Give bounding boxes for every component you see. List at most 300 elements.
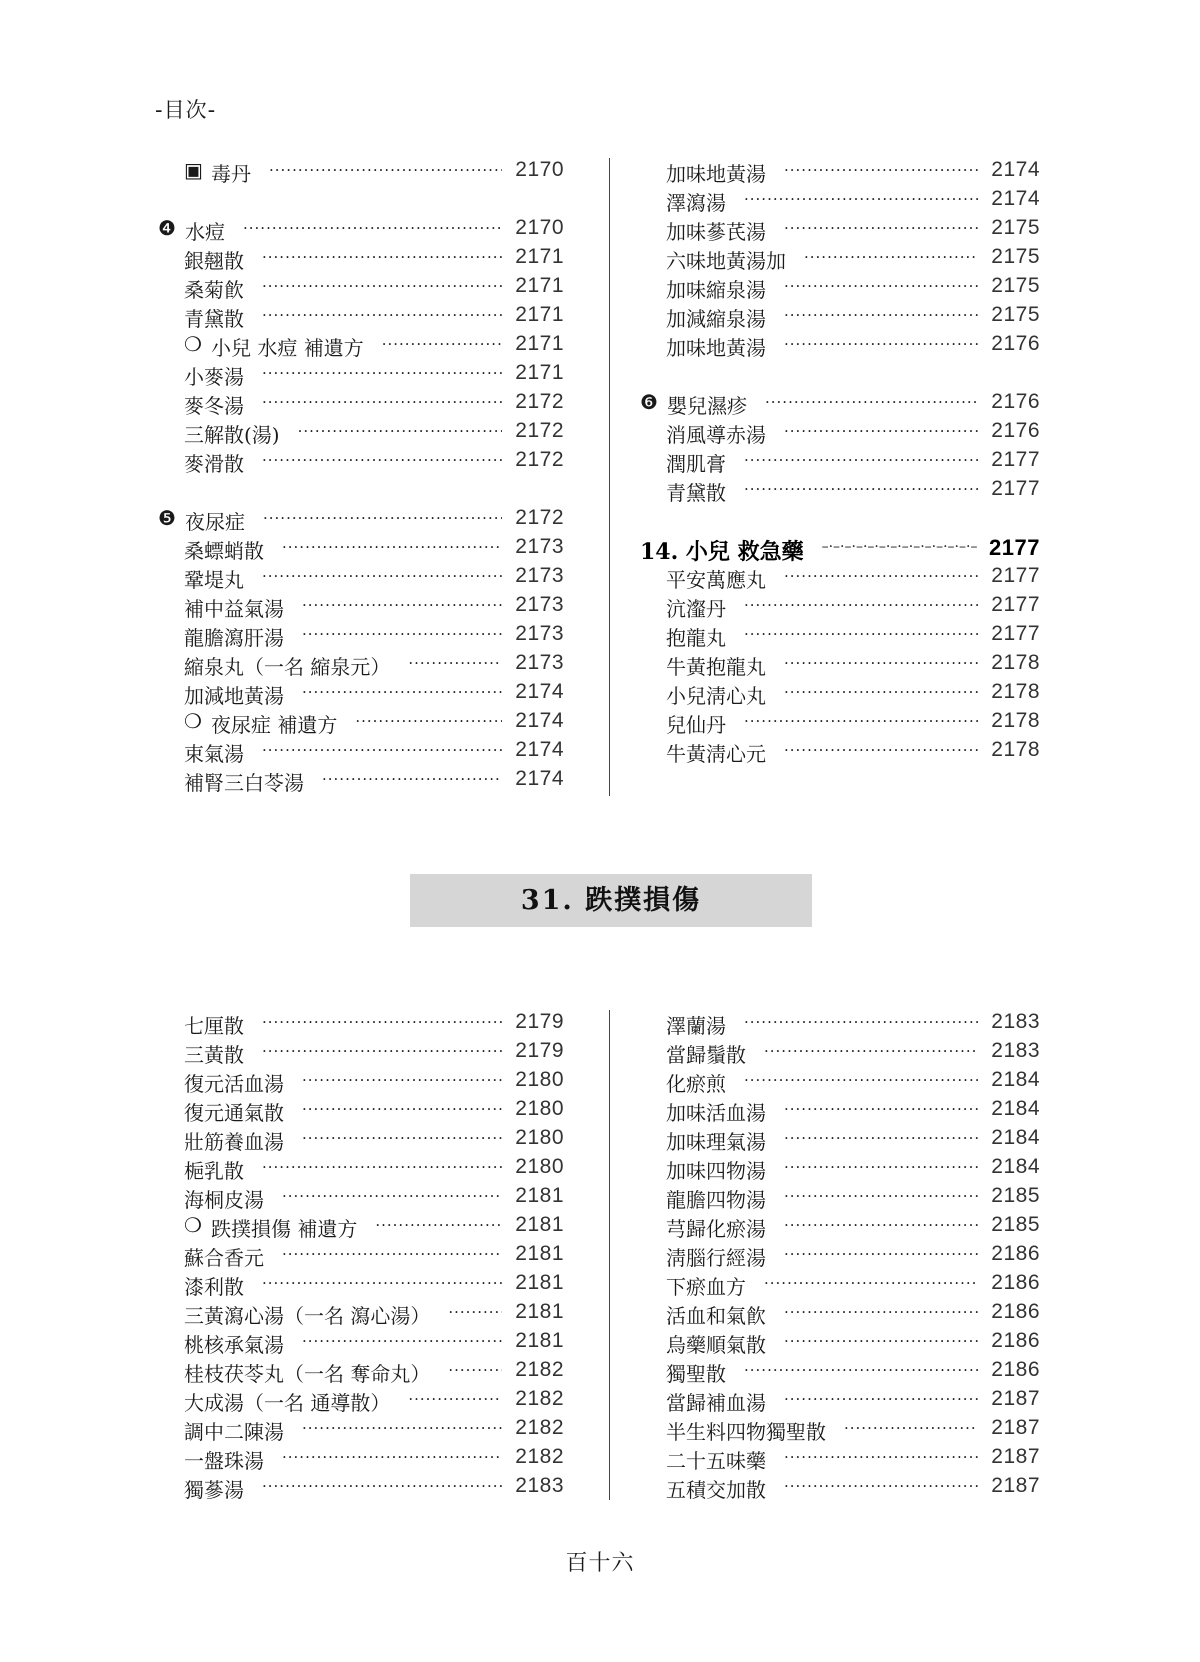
toc-entry-title: 麥滑散 bbox=[184, 452, 244, 476]
toc-page-number: 2173 bbox=[515, 651, 564, 674]
dot-leader bbox=[784, 564, 978, 588]
dot-leader bbox=[784, 158, 978, 182]
dot-leader bbox=[322, 767, 502, 791]
toc-column-top-left bbox=[158, 154, 564, 795]
toc-entry bbox=[640, 241, 1040, 273]
toc-entry bbox=[158, 1412, 564, 1444]
toc-entry bbox=[158, 1006, 564, 1038]
toc-page-number: 2186 bbox=[991, 1329, 1040, 1352]
dot-leader bbox=[744, 593, 978, 617]
toc-entry-title: 一盤珠湯 bbox=[184, 1449, 264, 1473]
toc-entry bbox=[158, 734, 564, 766]
toc-entry-title: 獨聖散 bbox=[666, 1362, 726, 1386]
toc-entry-title: 補腎三白苓湯 bbox=[184, 771, 304, 795]
toc-entry bbox=[158, 212, 564, 244]
toc-page-number: 2180 bbox=[515, 1097, 564, 1120]
dot-leader bbox=[784, 1329, 978, 1353]
toc-page-number: 2181 bbox=[515, 1300, 564, 1323]
page-number: 百十六 bbox=[565, 1551, 635, 1576]
toc-page-number: 2175 bbox=[991, 274, 1040, 297]
toc-entry-title: 加味活血湯 bbox=[666, 1101, 766, 1125]
dot-leader bbox=[784, 1155, 978, 1179]
dot-leader bbox=[408, 1387, 502, 1411]
toc-spacer bbox=[640, 357, 1040, 386]
toc-page-number: 2184 bbox=[991, 1155, 1040, 1178]
toc-entry bbox=[158, 1209, 564, 1241]
toc-entry bbox=[640, 154, 1040, 186]
toc-entry-title: 漆利散 bbox=[184, 1275, 244, 1299]
dot-leader bbox=[282, 1184, 502, 1208]
dot-leader bbox=[408, 651, 502, 675]
toc-page-number: 2184 bbox=[991, 1097, 1040, 1120]
toc-page-number: 2173 bbox=[515, 564, 564, 587]
dot-leader bbox=[298, 419, 502, 443]
toc-section-heading bbox=[640, 531, 1040, 565]
toc-entry-title: 化瘀煎 bbox=[666, 1072, 726, 1096]
toc-entry-title: 三黃散 bbox=[184, 1043, 244, 1067]
toc-entry-title: 復元活血湯 bbox=[184, 1072, 284, 1096]
toc-entry bbox=[158, 1383, 564, 1415]
toc-entry bbox=[640, 647, 1040, 679]
toc-entry-title: 牛黃淸心元 bbox=[666, 742, 766, 766]
toc-entry-title: 牛黃抱龍丸 bbox=[666, 655, 766, 679]
toc-page-number: 2173 bbox=[515, 535, 564, 558]
toc-entry-title: 水痘 bbox=[185, 220, 225, 244]
toc-entry bbox=[158, 502, 564, 534]
toc-entry-title: 活血和氣飮 bbox=[666, 1304, 766, 1328]
dot-leader bbox=[784, 651, 978, 675]
toc-entry-title: 小兒淸心丸 bbox=[666, 684, 766, 708]
toc-bullet-icon: ▣ bbox=[184, 158, 203, 182]
toc-entry bbox=[640, 1151, 1040, 1183]
toc-page-number: 2187 bbox=[991, 1387, 1040, 1410]
toc-page-number: 2187 bbox=[991, 1416, 1040, 1439]
toc-page-number: 2174 bbox=[991, 187, 1040, 210]
toc-entry bbox=[158, 299, 564, 331]
toc-page-number: 2181 bbox=[515, 1329, 564, 1352]
dot-leader bbox=[262, 361, 502, 385]
dot-leader bbox=[744, 1010, 978, 1034]
dot-leader bbox=[744, 1068, 978, 1092]
toc-entry-title: 補中益氣湯 bbox=[184, 597, 284, 621]
dot-leader bbox=[302, 1416, 502, 1440]
dot-leader bbox=[448, 1300, 502, 1324]
dot-leader bbox=[784, 1184, 978, 1208]
toc-entry bbox=[158, 705, 564, 737]
toc-page-number: 2182 bbox=[515, 1387, 564, 1410]
dot-leader bbox=[382, 332, 502, 356]
toc-entry bbox=[158, 1180, 564, 1212]
toc-page-number: 2186 bbox=[991, 1358, 1040, 1381]
toc-entry bbox=[640, 705, 1040, 737]
toc-page-number: 2179 bbox=[515, 1010, 564, 1033]
toc-bullet-icon: ❍ bbox=[184, 709, 202, 733]
toc-entry bbox=[158, 647, 564, 679]
toc-page-number: 2175 bbox=[991, 245, 1040, 268]
toc-page-number: 2185 bbox=[991, 1213, 1040, 1236]
toc-entry-title: 消風導赤湯 bbox=[666, 423, 766, 447]
toc-entry-title: 嬰兒濕疹 bbox=[667, 394, 747, 418]
toc-entry-title: 桑菊飮 bbox=[184, 278, 244, 302]
dot-leader bbox=[804, 245, 978, 269]
dot-leader bbox=[302, 1068, 502, 1092]
toc-entry-title: 兒仙丹 bbox=[666, 713, 726, 737]
toc-spacer bbox=[158, 183, 564, 212]
toc-page-number: 2181 bbox=[515, 1184, 564, 1207]
toc-entry bbox=[640, 328, 1040, 360]
dot-leader bbox=[764, 1271, 978, 1295]
toc-page-number: 2177 bbox=[991, 448, 1040, 471]
toc-entry bbox=[640, 183, 1040, 215]
toc-entry-title: 夜尿症 補遺方 bbox=[211, 713, 338, 737]
toc-entry bbox=[158, 1267, 564, 1299]
toc-entry-title: 加減地黃湯 bbox=[184, 684, 284, 708]
toc-entry-title: 三黃瀉心湯（一名 瀉心湯） bbox=[184, 1304, 431, 1328]
toc-page-number: 2187 bbox=[991, 1445, 1040, 1468]
toc-entry-title: 青黛散 bbox=[666, 481, 726, 505]
dot-leader bbox=[262, 1474, 502, 1498]
toc-page-number: 2181 bbox=[515, 1242, 564, 1265]
toc-entry bbox=[158, 415, 564, 447]
toc-entry bbox=[640, 1006, 1040, 1038]
toc-entry-title: 抱龍丸 bbox=[666, 626, 726, 650]
toc-page-number: 2187 bbox=[991, 1474, 1040, 1497]
toc-entry bbox=[158, 1325, 564, 1357]
dot-leader bbox=[448, 1358, 502, 1382]
toc-entry bbox=[158, 676, 564, 708]
toc-entry-title: 當歸補血湯 bbox=[666, 1391, 766, 1415]
toc-entry bbox=[640, 1122, 1040, 1154]
toc-entry-title: 14. 小兒 救急藥 bbox=[640, 539, 804, 565]
toc-entry-title: 獨蔘湯 bbox=[184, 1478, 244, 1502]
dot-leader bbox=[302, 1126, 502, 1150]
toc-entry-title: 加味地黃湯 bbox=[666, 336, 766, 360]
toc-column-bottom-left bbox=[158, 1006, 564, 1502]
toc-entry-title: 潤肌膏 bbox=[666, 452, 726, 476]
toc-entry-title: 小兒 水痘 補遺方 bbox=[211, 336, 364, 360]
toc-page-number: 2172 bbox=[515, 448, 564, 471]
toc-entry bbox=[158, 1354, 564, 1386]
toc-entry bbox=[158, 1238, 564, 1270]
toc-entry-title: 半生料四物獨聖散 bbox=[666, 1420, 826, 1444]
toc-entry bbox=[640, 1412, 1040, 1444]
dot-leader bbox=[784, 216, 978, 240]
toc-page-number: 2177 bbox=[991, 564, 1040, 587]
toc-page-number: 2184 bbox=[991, 1068, 1040, 1091]
toc-entry bbox=[640, 1238, 1040, 1270]
toc-entry-title: 蘇合香元 bbox=[184, 1246, 264, 1270]
toc-entry-title: 芎歸化瘀湯 bbox=[666, 1217, 766, 1241]
toc-page-number: 2176 bbox=[991, 332, 1040, 355]
dot-leader bbox=[744, 187, 978, 211]
toc-entry-title: 麥冬湯 bbox=[184, 394, 244, 418]
toc-entry-title: 澤瀉湯 bbox=[666, 191, 726, 215]
dot-leader bbox=[784, 1213, 978, 1237]
toc-entry bbox=[640, 618, 1040, 650]
toc-entry-title: 小麥湯 bbox=[184, 365, 244, 389]
toc-entry bbox=[640, 270, 1040, 302]
toc-entry bbox=[158, 270, 564, 302]
dot-leader bbox=[262, 564, 502, 588]
toc-page-number: 2182 bbox=[515, 1445, 564, 1468]
toc-entry-title: 七厘散 bbox=[184, 1014, 244, 1038]
dot-leader bbox=[744, 622, 978, 646]
toc-page-number: 2178 bbox=[991, 651, 1040, 674]
page-header: -目次- bbox=[155, 98, 217, 122]
dot-leader bbox=[262, 1271, 502, 1295]
dot-leader bbox=[262, 1010, 502, 1034]
toc-page-number: 2181 bbox=[515, 1213, 564, 1236]
toc-bullet-icon: ❻ bbox=[640, 390, 658, 414]
toc-page-number: 2177 bbox=[991, 477, 1040, 500]
dot-leader bbox=[744, 448, 978, 472]
toc-entry-title: 淸腦行經湯 bbox=[666, 1246, 766, 1270]
dot-leader bbox=[765, 390, 978, 414]
dot-leader bbox=[269, 158, 502, 182]
toc-entry bbox=[158, 444, 564, 476]
toc-entry bbox=[158, 1151, 564, 1183]
toc-page-number: 2179 bbox=[515, 1039, 564, 1062]
toc-entry bbox=[640, 589, 1040, 621]
toc-page-number: 2181 bbox=[515, 1271, 564, 1294]
toc-entry bbox=[158, 589, 564, 621]
toc-entry-title: 澤蘭湯 bbox=[666, 1014, 726, 1038]
toc-entry bbox=[640, 386, 1040, 418]
toc-page-number: 2175 bbox=[991, 216, 1040, 239]
toc-entry bbox=[640, 415, 1040, 447]
dot-leader bbox=[784, 680, 978, 704]
toc-page-number: 2175 bbox=[991, 303, 1040, 326]
column-divider-top bbox=[609, 158, 610, 796]
toc-entry bbox=[158, 1093, 564, 1125]
dot-leader bbox=[263, 506, 502, 530]
dot-leader bbox=[744, 477, 978, 501]
toc-entry-title: 桃核承氣湯 bbox=[184, 1333, 284, 1357]
toc-entry bbox=[640, 1441, 1040, 1473]
dot-leader bbox=[262, 738, 502, 762]
toc-entry bbox=[158, 1441, 564, 1473]
toc-entry bbox=[640, 1267, 1040, 1299]
dot-leader bbox=[844, 1416, 978, 1440]
dot-leader bbox=[262, 390, 502, 414]
toc-entry-title: 加味理氣湯 bbox=[666, 1130, 766, 1154]
toc-entry-title: 銀翹散 bbox=[184, 249, 244, 273]
toc-entry bbox=[158, 357, 564, 389]
toc-entry bbox=[158, 618, 564, 650]
toc-entry bbox=[158, 241, 564, 273]
toc-entry-title: 青黛散 bbox=[184, 307, 244, 331]
dot-leader bbox=[262, 274, 502, 298]
toc-entry bbox=[158, 1470, 564, 1502]
toc-entry bbox=[640, 1180, 1040, 1212]
chapter-title: 31. 跌撲損傷 bbox=[410, 874, 812, 927]
toc-entry-title: 大成湯（一名 通導散） bbox=[184, 1391, 391, 1415]
toc-entry-title: 加味蔘芪湯 bbox=[666, 220, 766, 244]
dot-leader bbox=[355, 709, 502, 733]
toc-entry bbox=[158, 386, 564, 418]
dot-leader bbox=[302, 593, 502, 617]
toc-page-number: 2172 bbox=[515, 506, 564, 529]
toc-page-number: 2171 bbox=[515, 245, 564, 268]
dot-leader bbox=[302, 680, 502, 704]
dot-leader bbox=[784, 1300, 978, 1324]
toc-entry bbox=[640, 299, 1040, 331]
toc-page-number: 2180 bbox=[515, 1155, 564, 1178]
toc-page-number: 2173 bbox=[515, 593, 564, 616]
toc-page-number: 2170 bbox=[515, 216, 564, 239]
toc-entry bbox=[158, 763, 564, 795]
toc-entry bbox=[640, 1354, 1040, 1386]
toc-entry-title: 龍膽四物湯 bbox=[666, 1188, 766, 1212]
toc-page-number: 2178 bbox=[991, 709, 1040, 732]
dot-leader bbox=[784, 738, 978, 762]
toc-page-number: 2186 bbox=[991, 1271, 1040, 1294]
toc-entry bbox=[640, 1296, 1040, 1328]
toc-entry bbox=[158, 1035, 564, 1067]
toc-entry bbox=[640, 560, 1040, 592]
toc-entry-title: 復元通氣散 bbox=[184, 1101, 284, 1125]
toc-entry bbox=[640, 473, 1040, 505]
toc-entry-title: 六味地黃湯加 bbox=[666, 249, 786, 273]
toc-page-number: 2186 bbox=[991, 1300, 1040, 1323]
dot-leader bbox=[784, 274, 978, 298]
toc-entry-title: 調中二陳湯 bbox=[184, 1420, 284, 1444]
toc-entry bbox=[640, 1035, 1040, 1067]
dot-leader bbox=[764, 1039, 978, 1063]
dot-leader bbox=[282, 1445, 502, 1469]
toc-entry-title: 束氣湯 bbox=[184, 742, 244, 766]
toc-entry-title: 沆瀣丹 bbox=[666, 597, 726, 621]
toc-entry bbox=[640, 1064, 1040, 1096]
dot-leader bbox=[784, 1126, 978, 1150]
toc-page-number: 2171 bbox=[515, 332, 564, 355]
toc-page-number: 2183 bbox=[991, 1039, 1040, 1062]
dot-leader bbox=[784, 303, 978, 327]
toc-page-number: 2186 bbox=[991, 1242, 1040, 1265]
column-divider-bottom bbox=[609, 1010, 610, 1500]
toc-page-number: 2172 bbox=[515, 390, 564, 413]
toc-page-number: 2174 bbox=[515, 767, 564, 790]
toc-bullet-icon: ❹ bbox=[158, 216, 176, 240]
toc-entry-title: 夜尿症 bbox=[185, 510, 245, 534]
toc-page-number: 2174 bbox=[515, 709, 564, 732]
toc-page-number: 2171 bbox=[515, 303, 564, 326]
toc-page-number: 2173 bbox=[515, 622, 564, 645]
dot-leader bbox=[822, 535, 978, 559]
toc-page-number: 2183 bbox=[991, 1010, 1040, 1033]
toc-entry bbox=[158, 1122, 564, 1154]
toc-bullet-icon: ❍ bbox=[184, 332, 202, 356]
toc-entry-title: 加味四物湯 bbox=[666, 1159, 766, 1183]
dot-leader bbox=[784, 1474, 978, 1498]
toc-entry-title: 加減縮泉湯 bbox=[666, 307, 766, 331]
toc-page-number: 2184 bbox=[991, 1126, 1040, 1149]
toc-entry bbox=[158, 328, 564, 360]
toc-page-number: 2182 bbox=[515, 1358, 564, 1381]
dot-leader bbox=[784, 1242, 978, 1266]
dot-leader bbox=[302, 622, 502, 646]
dot-leader bbox=[262, 1039, 502, 1063]
toc-entry bbox=[158, 154, 564, 186]
toc-entry-title: 梔乳散 bbox=[184, 1159, 244, 1183]
toc-column-bottom-right bbox=[640, 1006, 1040, 1502]
toc-entry-title: 當歸鬚散 bbox=[666, 1043, 746, 1067]
toc-spacer bbox=[158, 473, 564, 502]
toc-entry bbox=[158, 560, 564, 592]
toc-entry-title: 縮泉丸（一名 縮泉元） bbox=[184, 655, 391, 679]
toc-entry-title: 跌撲損傷 補遺方 bbox=[211, 1217, 358, 1241]
toc-page-number: 2174 bbox=[515, 738, 564, 761]
toc-bullet-icon: ❺ bbox=[158, 506, 176, 530]
dot-leader bbox=[282, 535, 502, 559]
toc-entry-title: 海桐皮湯 bbox=[184, 1188, 264, 1212]
toc-entry bbox=[640, 734, 1040, 766]
toc-page-number: 2180 bbox=[515, 1068, 564, 1091]
toc-entry bbox=[640, 1325, 1040, 1357]
toc-entry bbox=[640, 1093, 1040, 1125]
toc-entry bbox=[640, 212, 1040, 244]
toc-column-top-right bbox=[640, 154, 1040, 766]
toc-entry-title: 平安萬應丸 bbox=[666, 568, 766, 592]
dot-leader bbox=[744, 1358, 978, 1382]
dot-leader bbox=[784, 1445, 978, 1469]
toc-page-number: 2176 bbox=[991, 419, 1040, 442]
toc-entry bbox=[158, 1064, 564, 1096]
toc-entry-title: 三解散(湯) bbox=[184, 423, 280, 447]
toc-page-number: 2185 bbox=[991, 1184, 1040, 1207]
dot-leader bbox=[262, 245, 502, 269]
toc-entry-title: 二十五味藥 bbox=[666, 1449, 766, 1473]
toc-entry-title: 加味地黃湯 bbox=[666, 162, 766, 186]
toc-page-number: 2171 bbox=[515, 361, 564, 384]
toc-entry-title: 下瘀血方 bbox=[666, 1275, 746, 1299]
toc-entry bbox=[640, 1470, 1040, 1502]
toc-page-number: 2172 bbox=[515, 419, 564, 442]
dot-leader bbox=[262, 303, 502, 327]
toc-page-number: 2178 bbox=[991, 680, 1040, 703]
toc-page-number: 2177 bbox=[989, 535, 1040, 560]
toc-bullet-icon: ❍ bbox=[184, 1213, 202, 1237]
toc-entry-title: 桑螵蛸散 bbox=[184, 539, 264, 563]
dot-leader bbox=[302, 1329, 502, 1353]
dot-leader bbox=[243, 216, 502, 240]
toc-page-number: 2174 bbox=[515, 680, 564, 703]
toc-page-number: 2177 bbox=[991, 622, 1040, 645]
toc-page-number: 2171 bbox=[515, 274, 564, 297]
toc-entry-title: 龍膽瀉肝湯 bbox=[184, 626, 284, 650]
toc-entry bbox=[640, 1383, 1040, 1415]
toc-spacer bbox=[640, 502, 1040, 531]
dot-leader bbox=[784, 419, 978, 443]
toc-entry-title: 壯筋養血湯 bbox=[184, 1130, 284, 1154]
toc-entry-title: 桂枝茯苓丸（一名 奪命丸） bbox=[184, 1362, 431, 1386]
toc-entry-title: 五積交加散 bbox=[666, 1478, 766, 1502]
dot-leader bbox=[262, 1155, 502, 1179]
toc-page-number: 2176 bbox=[991, 390, 1040, 413]
toc-page-number: 2177 bbox=[991, 593, 1040, 616]
toc-entry bbox=[640, 444, 1040, 476]
toc-page-number: 2170 bbox=[515, 158, 564, 181]
toc-entry bbox=[640, 676, 1040, 708]
dot-leader bbox=[375, 1213, 502, 1237]
toc-entry bbox=[640, 1209, 1040, 1241]
toc-page-number: 2178 bbox=[991, 738, 1040, 761]
dot-leader bbox=[744, 709, 978, 733]
dot-leader bbox=[262, 448, 502, 472]
dot-leader bbox=[784, 332, 978, 356]
dot-leader bbox=[784, 1387, 978, 1411]
toc-page-number: 2180 bbox=[515, 1126, 564, 1149]
